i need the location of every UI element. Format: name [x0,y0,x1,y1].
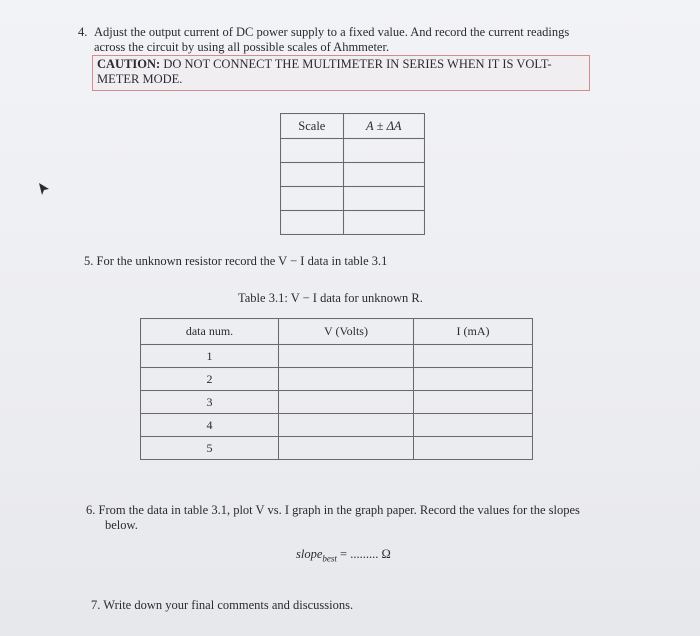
slope-label: slope [296,547,323,561]
table-cell[interactable] [414,391,533,414]
caution-line-2: METER MODE. [97,72,183,86]
table-row [141,345,533,368]
table-cell: 1 [141,345,279,368]
table-header: Scale [281,114,344,139]
table-cell[interactable] [279,345,414,368]
slope-formula [296,547,391,564]
table-cell[interactable] [279,437,414,460]
table-cell[interactable] [343,163,424,187]
table-header: I (mA) [414,319,533,345]
table-cell: 5 [141,437,279,460]
table-cell[interactable] [281,211,344,235]
table-row [141,368,533,391]
table-header: V (Volts) [279,319,414,345]
table-row [141,437,533,460]
item-6-line-2: below. [105,518,138,532]
table-row [141,391,533,414]
item-4-line-1: Adjust the output current of DC power supply to a fixed value. And record the current readings [94,25,570,39]
table-cell[interactable] [281,187,344,211]
item-6-line-1: 6. From the data in table 3.1, plot V vs. I graph in the graph paper. Record the values for the slopes [86,503,580,517]
table-cell[interactable] [343,211,424,235]
table-row [141,414,533,437]
table-cell[interactable] [279,414,414,437]
table-header-row [281,114,425,139]
table-row [281,187,425,211]
table-header: A ± ΔA [343,114,424,139]
table-cell[interactable] [343,187,424,211]
table-cell[interactable] [414,368,533,391]
table-cell: 2 [141,368,279,391]
table-cell[interactable] [414,414,533,437]
table-caption: Table 3.1: V − I data for unknown R. [238,291,423,305]
table-header: data num. [141,319,279,345]
table-cell[interactable] [281,163,344,187]
table-cell[interactable] [279,368,414,391]
table-header-row [141,319,533,345]
slope-subscript: best [322,553,337,564]
scale-table [280,113,425,235]
table-row [281,211,425,235]
item-5: 5. For the unknown resistor record the V − I data in table 3.1 [84,254,388,268]
table-cell: 4 [141,414,279,437]
slope-value: = ......... Ω [336,547,391,561]
mouse-cursor-icon [37,182,51,196]
table-cell[interactable] [281,139,344,163]
item-4-number: 4. [78,25,88,39]
vi-data-table [140,318,533,460]
table-cell[interactable] [343,139,424,163]
table-cell[interactable] [414,437,533,460]
table-cell[interactable] [414,345,533,368]
caution-box [92,55,590,91]
table-row [281,163,425,187]
caution-label: CAUTION: [97,57,161,71]
table-row [281,139,425,163]
table-cell[interactable] [279,391,414,414]
table-cell: 3 [141,391,279,414]
item-7: 7. Write down your final comments and discussions. [91,598,354,612]
caution-line-1: DO NOT CONNECT THE MULTIMETER IN SERIES WHEN IT IS VOLT- [163,57,552,71]
item-4-line-2: across the circuit by using all possible scales of Ahmmeter. [94,40,390,54]
